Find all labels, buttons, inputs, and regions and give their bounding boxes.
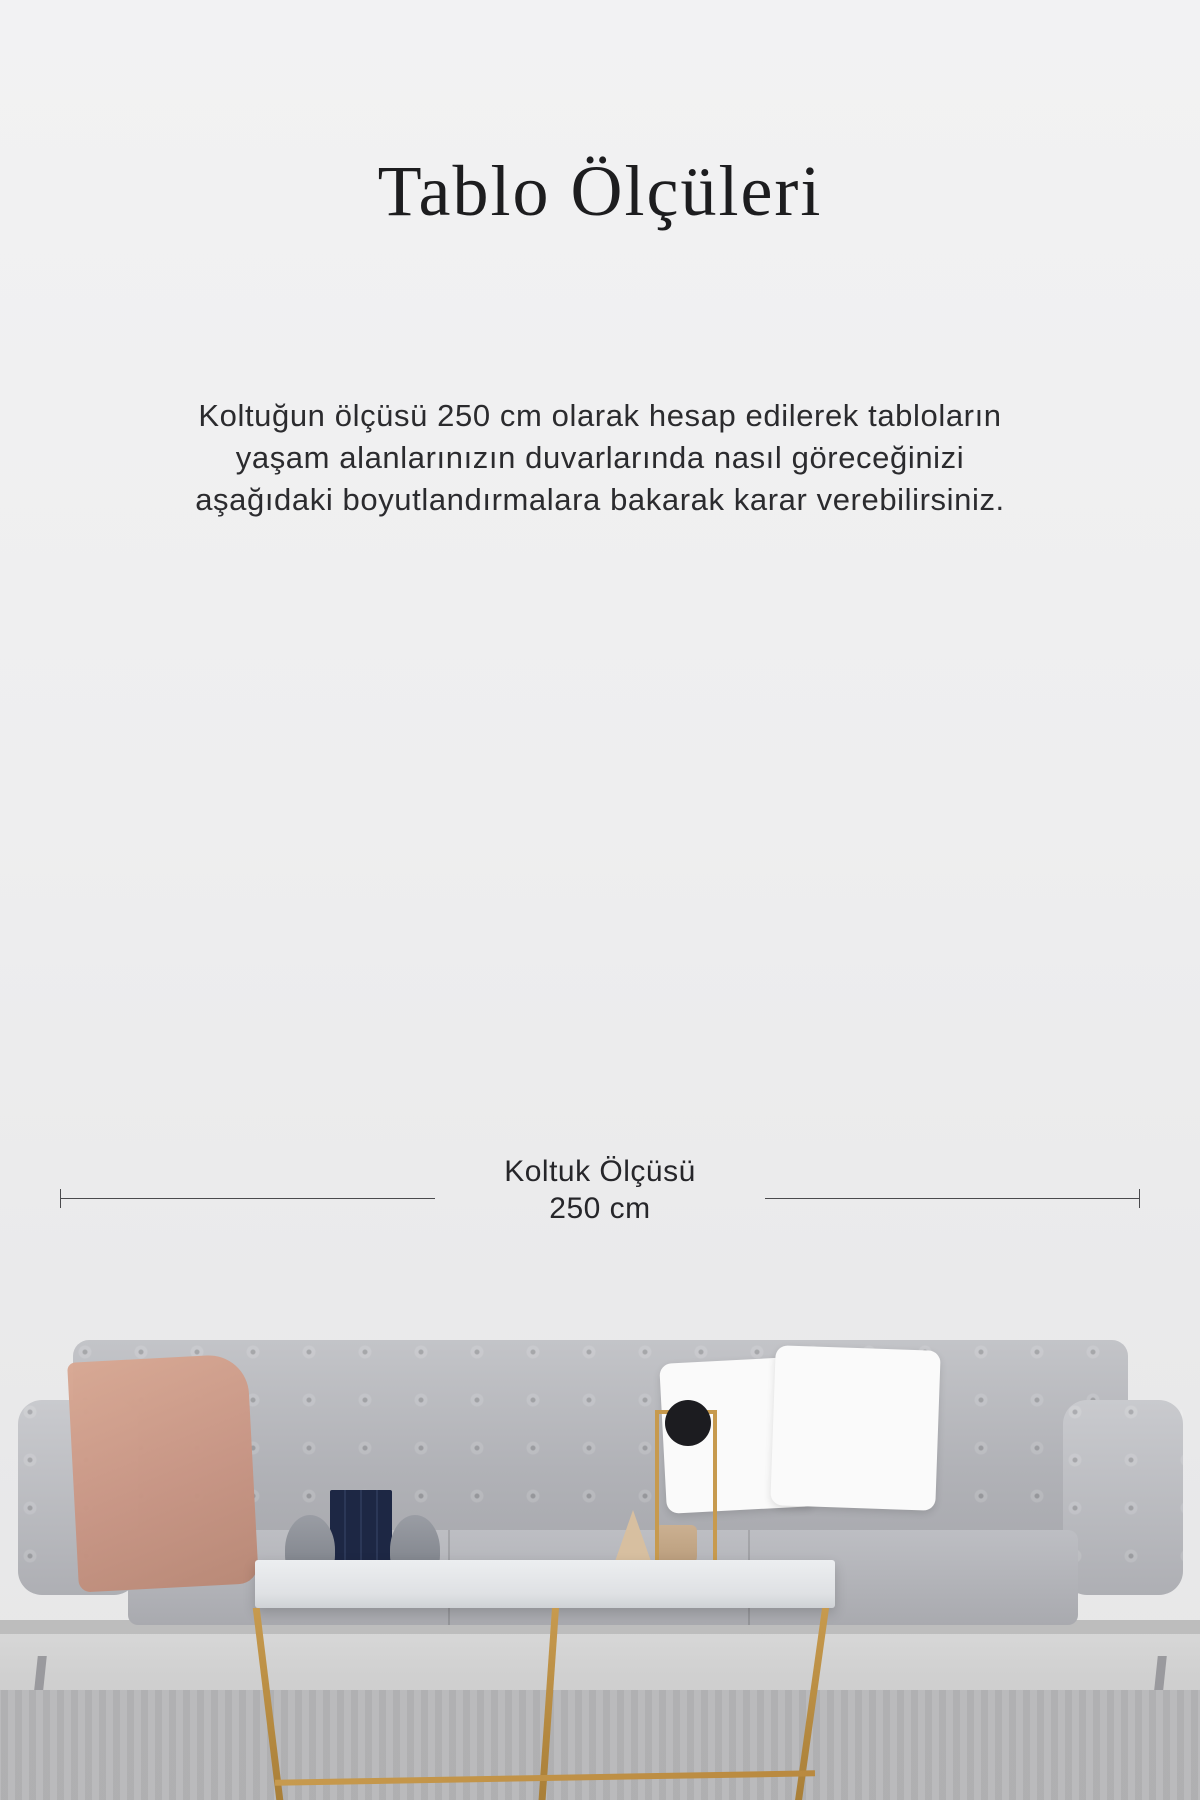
description-line-3: aşağıdaki boyutlandırmalara bakarak karar verebilirsiniz. (195, 481, 1005, 517)
sofa (18, 1340, 1183, 1670)
sofa-arm-right (1063, 1400, 1183, 1595)
measure-cap-right (1139, 1189, 1140, 1208)
measure-label-line-2: 250 cm (549, 1191, 651, 1225)
description-text (80, 395, 1120, 521)
decor-sphere (665, 1400, 711, 1446)
rug (0, 1690, 1200, 1800)
measure-line-left (60, 1198, 435, 1199)
measure-label-line-1: Koltuk Ölçüsü (504, 1155, 696, 1188)
description-line-2: yaşam alanlarınızın duvarlarında nasıl göreceğinizi (235, 439, 965, 475)
measure-line-right (765, 1198, 1140, 1199)
coffee-table (255, 1560, 835, 1608)
measure-cap-left (60, 1189, 61, 1208)
sofa-measurement (0, 1155, 1200, 1240)
description-line-1: Koltuğun ölçüsü 250 cm olarak hesap edilerek tabloların (198, 398, 1002, 433)
page-title: Tablo Ölçüleri (377, 151, 823, 231)
living-room-photo (0, 1235, 1200, 1800)
sofa-pillow (770, 1345, 940, 1511)
sofa-arm-tufting (1063, 1400, 1183, 1595)
decor-books (330, 1490, 392, 1570)
measure-label (504, 1154, 696, 1227)
sofa-throw-blanket (67, 1353, 259, 1592)
